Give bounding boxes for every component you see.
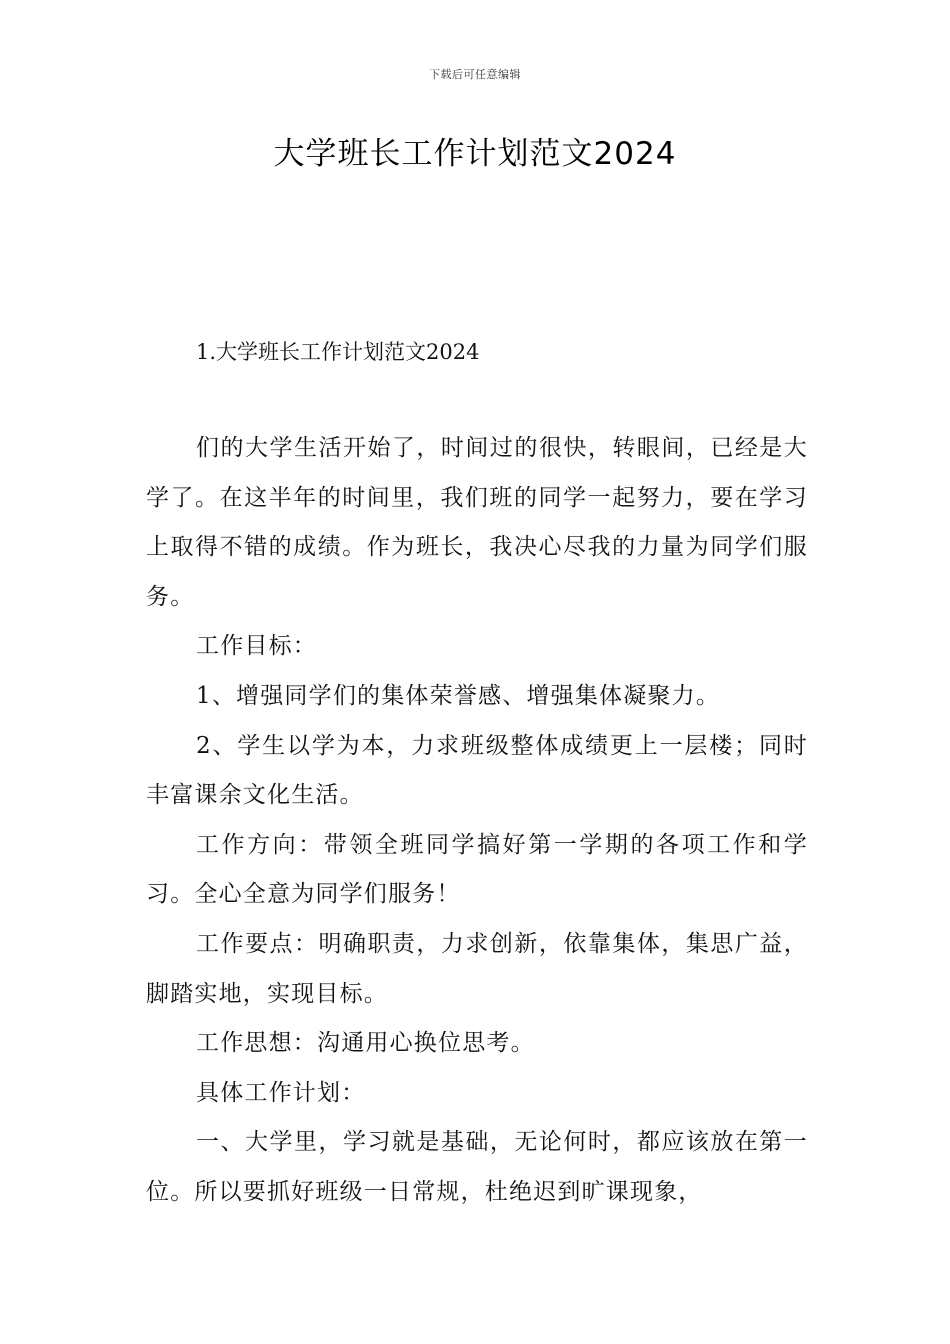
paragraph-intro: 们的大学生活开始了，时间过的很快，转眼间，已经是大学了。在这半年的时间里，我们班的同学一起努力，要在学习上取得不错的成绩。作为班长，我决心尽我的力量为同学们服务。 bbox=[146, 435, 808, 610]
document-body bbox=[146, 424, 808, 1218]
paragraph-plan-item-1: 一、大学里，学习就是基础，无论何时，都应该放在第一位。所以要抓好班级一日常规，杜绝迟到旷课现象， bbox=[146, 1129, 808, 1205]
header-note: 下载后可任意编辑 bbox=[429, 68, 521, 81]
section-heading: 1.大学班长工作计划范文2024 bbox=[196, 340, 480, 364]
paragraph-key-points: 工作要点：明确职责，力求创新，依靠集体，集思广益，脚踏实地，实现目标。 bbox=[146, 930, 808, 1007]
document-title: 大学班长工作计划范文2024 bbox=[273, 136, 677, 172]
paragraph-goals-heading: 工作目标： bbox=[196, 633, 317, 660]
paragraph-direction: 工作方向：带领全班同学搞好第一学期的各项工作和学习。全心全意为同学们服务！ bbox=[146, 831, 808, 908]
paragraph-plan-heading: 具体工作计划： bbox=[196, 1079, 366, 1106]
paragraph-philosophy: 工作思想：沟通用心换位思考。 bbox=[196, 1030, 535, 1057]
paragraph-goal-2: 2、学生以学为本，力求班级整体成绩更上一层楼；同时丰富课余文化生活。 bbox=[146, 732, 808, 809]
paragraph-goal-1: 1、增强同学们的集体荣誉感、增强集体凝聚力。 bbox=[196, 682, 721, 709]
